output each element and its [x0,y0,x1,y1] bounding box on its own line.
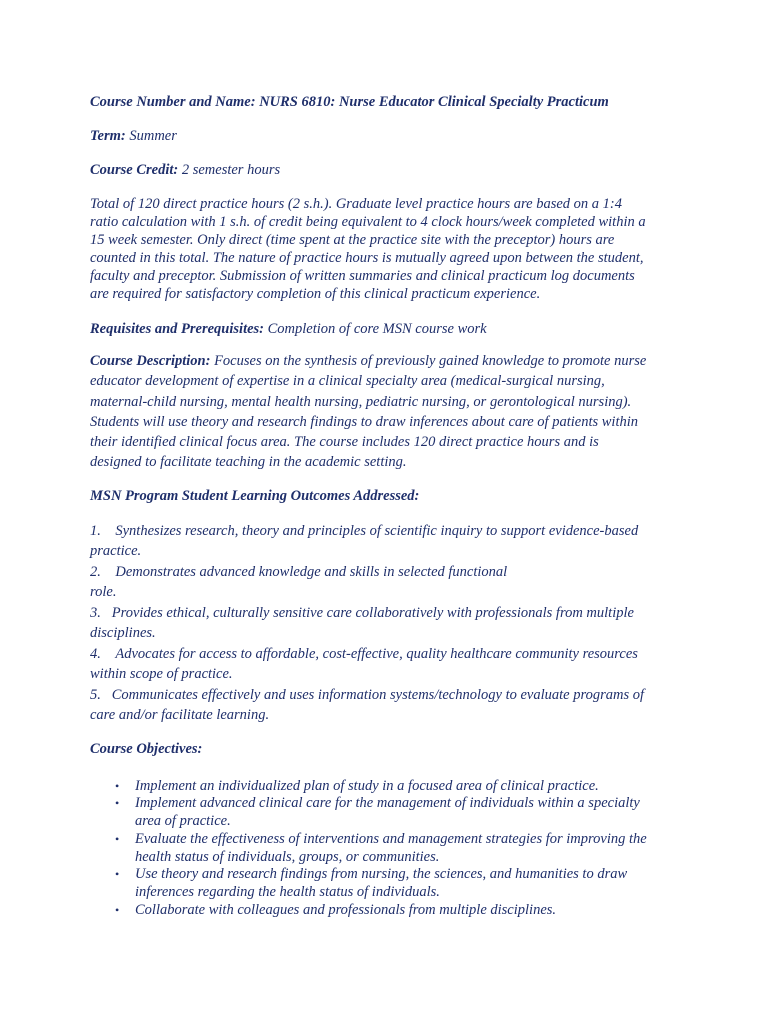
practice-hours-line: Total of 120 direct practice hours (2 s.h.). Graduate level practice hours are based on a 1:4 [90,196,623,212]
practice-hours-line: faculty and preceptor. Submission of written summaries and clinical practicum log documents [90,268,635,284]
bullet-icon: • [115,831,120,846]
outcome-text: Communicates effectively and uses information systems/technology to evaluate programs of [111,686,644,703]
term-value: Summer [129,128,177,144]
course-number-label: Course Number and Name: [90,94,256,110]
requisites-value: Completion of core MSN course work [267,321,487,337]
outcome-text: Advocates for access to affordable, cost-effective, quality healthcare community resources [115,645,638,662]
description-label: Course Description: [90,353,211,369]
course-number-row [90,93,680,111]
objective-item [90,795,680,830]
description-line: Focuses on the synthesis of previously gained knowledge to promote nurse [214,353,647,369]
objectives-heading: Course Objectives: [90,740,203,757]
outcome-text: Demonstrates advanced knowledge and skills in selected functional [115,563,508,580]
bullet-icon: • [115,796,120,811]
credit-value: 2 semester hours [181,162,281,178]
outcome-item [90,521,680,562]
bullet-icon: • [115,778,120,793]
outcome-number: 1. [90,522,101,539]
course-description [90,351,680,473]
outcome-text-cont: care and/or facilitate learning. [90,707,270,724]
practice-hours-line: 15 week semester. Only direct (time spent at the practice site with the preceptor) hours are [90,232,615,248]
objective-item [90,866,680,901]
objective-text-cont: area of practice. [135,813,231,830]
outcome-text: Provides ethical, culturally sensitive care collaboratively with professionals from multiple [111,604,634,621]
objective-item [90,778,680,796]
outcome-item [90,685,680,726]
objective-text: Implement advanced clinical care for the management of individuals within a specialty [135,795,640,812]
objective-text-cont: health status of individuals, groups, or communities. [135,848,440,865]
outcome-text-cont: disciplines. [90,625,156,642]
objective-text-cont: inferences regarding the health status of individuals. [135,884,440,900]
objective-item [90,902,680,920]
practice-hours-line: ratio calculation with 1 s.h. of credit being equivalent to 4 clock hours/week completed within a [90,214,646,230]
practice-hours-line: counted in this total. The nature of practice hours is mutually agreed upon between the student, [90,250,644,266]
objective-text: Use theory and research findings from nursing, the sciences, and humanities to draw [135,866,628,883]
description-line: educator development of expertise in a clinical specialty area (medical-surgical nursing, [90,373,605,390]
syllabus-page [90,93,680,919]
outcome-text: Synthesizes research, theory and principles of scientific inquiry to support evidence-based [115,522,639,539]
requisites-row [90,320,680,338]
outcome-item [90,562,680,603]
practice-hours-paragraph [90,195,680,303]
course-number-value: NURS 6810: Nurse Educator Clinical Specialty Practicum [259,94,609,110]
bullet-icon: • [115,902,120,917]
outcome-text-cont: within scope of practice. [90,666,233,683]
practice-hours-line: are required for satisfactory completion of this clinical practicum experience. [90,286,541,302]
outcome-item [90,644,680,685]
outcome-item [90,603,680,644]
objective-text: Implement an individualized plan of study in a focused area of clinical practice. [135,777,599,794]
description-line: Students will use theory and research findings to draw inferences about care of patients within [90,413,638,430]
outcome-number: 4. [90,645,101,662]
description-line: designed to facilitate teaching in the academic setting. [90,454,407,471]
outcome-number: 5. [90,686,101,703]
outcome-number: 2. [90,563,101,580]
credit-row [90,161,680,179]
description-line: maternal-child nursing, mental health nursing, pediatric nursing, or gerontological nursing). [90,393,632,410]
outcomes-list [90,521,680,726]
outcome-text-cont: role. [90,584,117,601]
term-label: Term: [90,128,126,144]
requisites-label: Requisites and Prerequisites: [90,321,265,337]
outcomes-heading: MSN Program Student Learning Outcomes Addressed: [90,487,420,504]
description-line: their identified clinical focus area. The course includes 120 direct practice hours and is [90,434,599,451]
objective-text: Evaluate the effectiveness of interventions and management strategies for improving the [135,830,647,847]
objectives-list [90,778,680,920]
objective-text: Collaborate with colleagues and professionals from multiple disciplines. [135,901,557,918]
outcome-text-cont: practice. [90,543,142,560]
term-row [90,127,680,145]
bullet-icon: • [115,867,120,882]
credit-label: Course Credit: [90,162,179,178]
outcome-number: 3. [90,604,101,621]
objective-item [90,831,680,866]
